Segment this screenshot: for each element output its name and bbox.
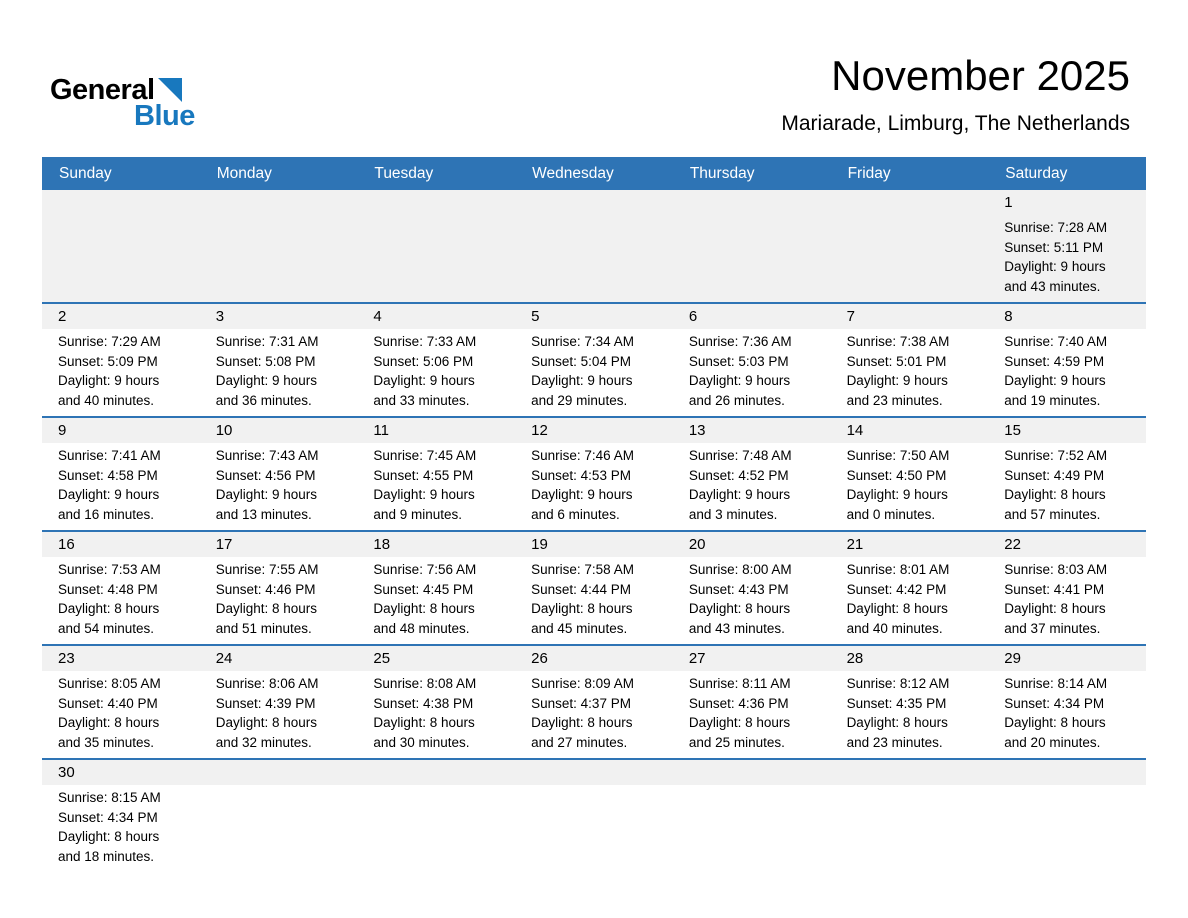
daylight-text: Daylight: 8 hours (688, 715, 791, 730)
daylight-text: Daylight: 8 hours (58, 829, 160, 844)
sunset-text: Sunset: 4:53 PM (531, 467, 631, 483)
empty-day-number-strip (200, 760, 358, 785)
sunrise-text: Sunrise: 7:29 AM (58, 334, 161, 349)
empty-day-number-strip (831, 190, 989, 215)
sunrise-text: Sunrise: 7:46 AM (531, 448, 634, 463)
sunset-text: Sunset: 4:36 PM (688, 695, 789, 711)
day-cell-7 (831, 304, 989, 416)
sunrise-text: Sunrise: 7:55 AM (215, 562, 319, 577)
day-number: 16 (42, 532, 200, 557)
empty-day-details (988, 785, 1146, 794)
daylight-text: Daylight: 9 hours (531, 487, 633, 502)
daylight-text-cont: and 57 minutes. (1004, 506, 1101, 522)
sunset-text: Sunset: 4:48 PM (58, 581, 158, 597)
daylight-text-cont: and 48 minutes. (373, 620, 470, 636)
day-cell-28 (831, 646, 989, 758)
day-details (673, 671, 831, 758)
sunset-text: Sunset: 4:37 PM (531, 695, 631, 711)
daylight-text-cont: and 19 minutes. (1004, 392, 1101, 408)
sunrise-text: Sunrise: 7:45 AM (373, 448, 477, 463)
sunrise-text: Sunrise: 8:05 AM (58, 676, 161, 691)
day-cell-27 (673, 646, 831, 758)
empty-day-cell (42, 190, 200, 302)
day-number: 8 (988, 304, 1146, 329)
day-number: 4 (357, 304, 515, 329)
sunrise-text: Sunrise: 7:48 AM (688, 448, 792, 463)
day-cell-3 (200, 304, 358, 416)
day-cell-29 (988, 646, 1146, 758)
day-details (515, 557, 673, 644)
day-number: 15 (988, 418, 1146, 443)
sunrise-text: Sunrise: 7:33 AM (373, 334, 477, 349)
daylight-text-cont: and 13 minutes. (215, 506, 312, 522)
empty-day-number-strip (200, 190, 358, 215)
day-cell-6 (673, 304, 831, 416)
day-number: 30 (42, 760, 200, 785)
weekday-label-wednesday: Wednesday (532, 165, 614, 182)
empty-day-details (673, 215, 831, 224)
empty-day-details (357, 215, 515, 224)
empty-day-number-strip (831, 760, 989, 785)
daylight-text-cont: and 0 minutes. (846, 506, 936, 522)
daylight-text: Daylight: 8 hours (58, 601, 160, 616)
sunset-text: Sunset: 4:44 PM (531, 581, 631, 597)
title-block (781, 52, 1130, 136)
weekday-label-sunday: Sunday (59, 165, 112, 182)
empty-day-number-strip (357, 190, 515, 215)
empty-day-cell (673, 760, 831, 872)
daylight-text-cont: and 54 minutes. (58, 620, 155, 636)
sunset-text: Sunset: 4:35 PM (846, 695, 947, 711)
empty-day-details (357, 785, 515, 794)
sunset-text: Sunset: 4:46 PM (215, 581, 316, 597)
daylight-text: Daylight: 8 hours (215, 601, 318, 616)
week-row-6 (42, 758, 1146, 872)
logo-text-blue: Blue (134, 100, 195, 132)
sunrise-text: Sunrise: 7:34 AM (531, 334, 634, 349)
empty-day-number-strip (515, 760, 673, 785)
day-details (357, 557, 515, 644)
empty-day-number-strip (42, 190, 200, 215)
weekday-label-saturday: Saturday (1005, 165, 1068, 182)
day-details (988, 443, 1146, 530)
daylight-text-cont: and 32 minutes. (215, 734, 312, 750)
day-number: 10 (200, 418, 358, 443)
day-cell-2 (42, 304, 200, 416)
empty-day-number-strip (357, 760, 515, 785)
daylight-text: Daylight: 8 hours (846, 601, 948, 616)
week-row-3 (42, 416, 1146, 530)
sunrise-text: Sunrise: 7:53 AM (58, 562, 161, 577)
sunrise-text: Sunrise: 8:08 AM (373, 676, 477, 691)
daylight-text-cont: and 25 minutes. (688, 734, 785, 750)
daylight-text-cont: and 29 minutes. (531, 392, 628, 408)
daylight-text-cont: and 27 minutes. (531, 734, 628, 750)
day-cell-16 (42, 532, 200, 644)
day-number: 2 (42, 304, 200, 329)
day-number: 11 (357, 418, 515, 443)
day-details (988, 329, 1146, 416)
sunset-text: Sunset: 4:43 PM (688, 581, 789, 597)
sunset-text: Sunset: 4:50 PM (846, 467, 947, 483)
weekday-header-row (42, 157, 1146, 190)
daylight-text-cont: and 30 minutes. (373, 734, 470, 750)
empty-day-details (200, 215, 358, 224)
daylight-text: Daylight: 8 hours (531, 715, 633, 730)
weekday-label-friday: Friday (847, 165, 891, 182)
weekday-label-thursday: Thursday (689, 165, 755, 182)
day-number: 12 (515, 418, 673, 443)
empty-day-details (831, 785, 989, 794)
day-number: 21 (831, 532, 989, 557)
empty-day-cell (831, 760, 989, 872)
day-details (515, 329, 673, 416)
day-details (42, 785, 200, 872)
day-number: 6 (673, 304, 831, 329)
empty-day-number-strip (988, 760, 1146, 785)
day-number: 20 (673, 532, 831, 557)
daylight-text: Daylight: 8 hours (373, 715, 475, 730)
sunset-text: Sunset: 4:39 PM (215, 695, 316, 711)
week-row-2 (42, 302, 1146, 416)
sunset-text: Sunset: 4:55 PM (373, 467, 474, 483)
sunset-text: Sunset: 4:56 PM (215, 467, 316, 483)
day-number: 28 (831, 646, 989, 671)
empty-day-cell (357, 190, 515, 302)
sunset-text: Sunset: 4:45 PM (373, 581, 474, 597)
logo-triangle-icon (158, 78, 182, 102)
sunrise-text: Sunrise: 8:01 AM (846, 562, 950, 577)
sunrise-text: Sunrise: 8:03 AM (1004, 562, 1108, 577)
empty-day-details (515, 215, 673, 224)
daylight-text-cont: and 23 minutes. (846, 392, 943, 408)
day-details (42, 329, 200, 416)
day-number: 9 (42, 418, 200, 443)
daylight-text-cont: and 6 minutes. (531, 506, 620, 522)
sunrise-text: Sunrise: 8:14 AM (1004, 676, 1108, 691)
day-details (357, 671, 515, 758)
day-details (357, 329, 515, 416)
day-details (42, 557, 200, 644)
day-number: 26 (515, 646, 673, 671)
day-number: 19 (515, 532, 673, 557)
day-number: 24 (200, 646, 358, 671)
day-cell-22 (988, 532, 1146, 644)
daylight-text-cont: and 20 minutes. (1004, 734, 1101, 750)
sunrise-text: Sunrise: 7:40 AM (1004, 334, 1108, 349)
sunrise-text: Sunrise: 8:15 AM (58, 790, 161, 805)
sunset-text: Sunset: 4:58 PM (58, 467, 158, 483)
sunset-text: Sunset: 5:04 PM (531, 353, 631, 369)
daylight-text: Daylight: 9 hours (688, 487, 791, 502)
daylight-text-cont: and 37 minutes. (1004, 620, 1101, 636)
day-number: 1 (988, 190, 1146, 215)
daylight-text: Daylight: 9 hours (58, 487, 160, 502)
day-cell-13 (673, 418, 831, 530)
day-cell-24 (200, 646, 358, 758)
daylight-text: Daylight: 8 hours (688, 601, 791, 616)
day-details (831, 557, 989, 644)
sunrise-text: Sunrise: 7:36 AM (688, 334, 792, 349)
day-details (357, 443, 515, 530)
day-details (673, 329, 831, 416)
sunrise-text: Sunrise: 7:56 AM (373, 562, 477, 577)
daylight-text-cont: and 23 minutes. (846, 734, 943, 750)
day-details (988, 215, 1146, 302)
day-number: 23 (42, 646, 200, 671)
daylight-text-cont: and 16 minutes. (58, 506, 155, 522)
sunset-text: Sunset: 5:01 PM (846, 353, 947, 369)
sunset-text: Sunset: 5:11 PM (1004, 239, 1104, 255)
daylight-text-cont: and 3 minutes. (688, 506, 778, 522)
day-number: 3 (200, 304, 358, 329)
daylight-text: Daylight: 9 hours (373, 487, 475, 502)
daylight-text-cont: and 40 minutes. (846, 620, 943, 636)
day-cell-17 (200, 532, 358, 644)
daylight-text-cont: and 51 minutes. (215, 620, 312, 636)
sunset-text: Sunset: 4:42 PM (846, 581, 947, 597)
day-cell-18 (357, 532, 515, 644)
day-cell-14 (831, 418, 989, 530)
week-row-1 (42, 190, 1146, 302)
sunrise-text: Sunrise: 7:41 AM (58, 448, 161, 463)
day-details (42, 671, 200, 758)
sunrise-text: Sunrise: 7:50 AM (846, 448, 950, 463)
empty-day-number-strip (673, 760, 831, 785)
weeks-container (42, 190, 1146, 872)
daylight-text-cont: and 43 minutes. (1004, 278, 1101, 294)
daylight-text: Daylight: 9 hours (846, 487, 948, 502)
day-cell-1 (988, 190, 1146, 302)
daylight-text: Daylight: 9 hours (58, 373, 160, 388)
sunrise-text: Sunrise: 7:52 AM (1004, 448, 1108, 463)
daylight-text: Daylight: 9 hours (688, 373, 791, 388)
day-cell-8 (988, 304, 1146, 416)
day-cell-19 (515, 532, 673, 644)
sunset-text: Sunset: 4:40 PM (58, 695, 158, 711)
sunrise-text: Sunrise: 7:58 AM (531, 562, 634, 577)
day-cell-4 (357, 304, 515, 416)
sunset-text: Sunset: 4:52 PM (688, 467, 789, 483)
day-details (831, 671, 989, 758)
sunset-text: Sunset: 5:09 PM (58, 353, 158, 369)
sunset-text: Sunset: 5:06 PM (373, 353, 474, 369)
sunrise-text: Sunrise: 7:38 AM (846, 334, 950, 349)
daylight-text: Daylight: 9 hours (1004, 373, 1106, 388)
daylight-text: Daylight: 9 hours (531, 373, 633, 388)
day-number: 25 (357, 646, 515, 671)
sunrise-text: Sunrise: 7:31 AM (215, 334, 319, 349)
empty-day-cell (831, 190, 989, 302)
daylight-text-cont: and 26 minutes. (688, 392, 785, 408)
weekday-label-monday: Monday (216, 165, 272, 182)
daylight-text-cont: and 35 minutes. (58, 734, 155, 750)
location-subtitle: Mariarade, Limburg, The Netherlands (781, 112, 1130, 135)
sunset-text: Sunset: 4:41 PM (1004, 581, 1105, 597)
day-details (200, 557, 358, 644)
day-cell-30 (42, 760, 200, 872)
day-cell-20 (673, 532, 831, 644)
sunset-text: Sunset: 4:49 PM (1004, 467, 1105, 483)
empty-day-details (200, 785, 358, 794)
day-details (988, 671, 1146, 758)
daylight-text: Daylight: 8 hours (215, 715, 318, 730)
daylight-text: Daylight: 9 hours (215, 373, 318, 388)
daylight-text: Daylight: 9 hours (846, 373, 948, 388)
sunrise-text: Sunrise: 8:00 AM (688, 562, 792, 577)
empty-day-details (42, 215, 200, 224)
sunrise-text: Sunrise: 8:12 AM (846, 676, 950, 691)
sunrise-text: Sunrise: 8:06 AM (215, 676, 319, 691)
sunset-text: Sunset: 5:03 PM (688, 353, 789, 369)
day-number: 5 (515, 304, 673, 329)
day-cell-25 (357, 646, 515, 758)
empty-day-cell (515, 760, 673, 872)
day-number: 22 (988, 532, 1146, 557)
day-details (673, 557, 831, 644)
sunrise-text: Sunrise: 8:11 AM (688, 676, 791, 691)
day-number: 29 (988, 646, 1146, 671)
day-details (831, 443, 989, 530)
sunset-text: Sunset: 4:34 PM (58, 809, 158, 825)
day-cell-23 (42, 646, 200, 758)
daylight-text: Daylight: 8 hours (373, 601, 475, 616)
daylight-text-cont: and 36 minutes. (215, 392, 312, 408)
daylight-text: Daylight: 8 hours (1004, 601, 1106, 616)
daylight-text-cont: and 40 minutes. (58, 392, 155, 408)
weekday-label-tuesday: Tuesday (374, 165, 434, 182)
calendar-grid (42, 157, 1146, 872)
sunrise-text: Sunrise: 8:09 AM (531, 676, 634, 691)
general-blue-logo (50, 76, 195, 131)
sunset-text: Sunset: 4:59 PM (1004, 353, 1105, 369)
empty-day-cell (673, 190, 831, 302)
day-details (200, 329, 358, 416)
empty-day-cell (200, 760, 358, 872)
empty-day-cell (515, 190, 673, 302)
day-cell-5 (515, 304, 673, 416)
daylight-text: Daylight: 8 hours (1004, 715, 1106, 730)
day-number: 14 (831, 418, 989, 443)
day-number: 17 (200, 532, 358, 557)
daylight-text: Daylight: 8 hours (1004, 487, 1106, 502)
page-header (0, 0, 1188, 157)
daylight-text-cont: and 45 minutes. (531, 620, 628, 636)
day-number: 7 (831, 304, 989, 329)
daylight-text: Daylight: 8 hours (531, 601, 633, 616)
page-title: November 2025 (831, 52, 1130, 99)
day-details (515, 443, 673, 530)
day-cell-11 (357, 418, 515, 530)
week-row-4 (42, 530, 1146, 644)
logo-text-general: General (50, 74, 155, 106)
day-details (515, 671, 673, 758)
daylight-text: Daylight: 9 hours (373, 373, 475, 388)
daylight-text-cont: and 33 minutes. (373, 392, 470, 408)
empty-day-details (831, 215, 989, 224)
daylight-text: Daylight: 9 hours (1004, 259, 1106, 274)
day-cell-12 (515, 418, 673, 530)
daylight-text-cont: and 43 minutes. (688, 620, 785, 636)
empty-day-cell (988, 760, 1146, 872)
week-row-5 (42, 644, 1146, 758)
day-cell-21 (831, 532, 989, 644)
day-details (42, 443, 200, 530)
day-number: 13 (673, 418, 831, 443)
day-details (200, 443, 358, 530)
daylight-text-cont: and 18 minutes. (58, 848, 155, 864)
empty-day-number-strip (673, 190, 831, 215)
day-details (200, 671, 358, 758)
sunset-text: Sunset: 4:38 PM (373, 695, 474, 711)
sunset-text: Sunset: 4:34 PM (1004, 695, 1105, 711)
empty-day-cell (357, 760, 515, 872)
sunset-text: Sunset: 5:08 PM (215, 353, 316, 369)
day-details (673, 443, 831, 530)
day-details (988, 557, 1146, 644)
day-details (831, 329, 989, 416)
daylight-text: Daylight: 9 hours (215, 487, 318, 502)
daylight-text-cont: and 9 minutes. (373, 506, 462, 522)
day-cell-26 (515, 646, 673, 758)
day-cell-10 (200, 418, 358, 530)
day-number: 18 (357, 532, 515, 557)
day-cell-15 (988, 418, 1146, 530)
day-number: 27 (673, 646, 831, 671)
daylight-text: Daylight: 8 hours (58, 715, 160, 730)
sunrise-text: Sunrise: 7:43 AM (215, 448, 319, 463)
empty-day-cell (200, 190, 358, 302)
empty-day-number-strip (515, 190, 673, 215)
empty-day-details (673, 785, 831, 794)
sunrise-text: Sunrise: 7:28 AM (1004, 220, 1108, 235)
day-cell-9 (42, 418, 200, 530)
empty-day-details (515, 785, 673, 794)
daylight-text: Daylight: 8 hours (846, 715, 948, 730)
